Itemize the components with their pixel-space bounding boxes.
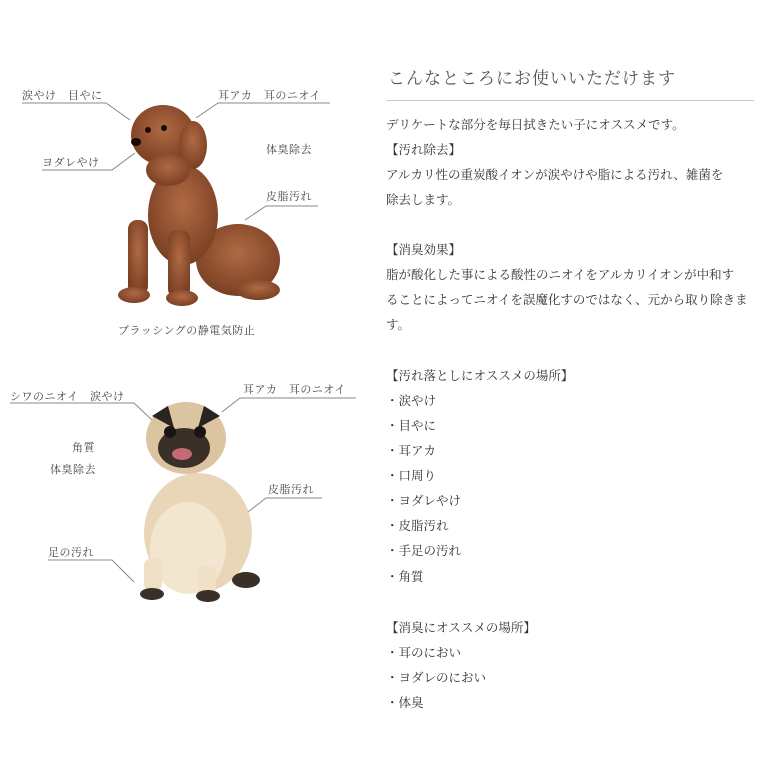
label-body-odor-removal: 体臭除去 [266, 143, 312, 156]
section-deodorize-line-2: ることによってニオイを誤魔化すのではなく、元から取り除きま [386, 292, 748, 307]
leader-line-feet [48, 560, 134, 582]
label-tear-stains-eye-discharge: 涙やけ 目やに [22, 89, 103, 102]
section-dirt-removal-line-2: 除去します。 [386, 192, 461, 207]
section-cleaning-spots-heading: 【汚れ落としにオススメの場所】 [386, 368, 574, 383]
list-item: ・目やに [386, 418, 437, 433]
label-pug-ear-wax-odor: 耳アカ 耳のニオイ [243, 383, 346, 396]
label-sebum-dirt: 皮脂汚れ [266, 190, 312, 203]
list-item: ・角質 [386, 569, 424, 584]
heading-divider [386, 100, 754, 101]
page-heading: こんなところにお使いいただけます [388, 69, 676, 89]
section-dirt-removal-line-1: アルカリ性の重炭酸イオンが涙やけや脂による汚れ、雑菌を [386, 167, 724, 182]
label-ear-wax-odor: 耳アカ 耳のニオイ [218, 89, 321, 102]
poodle-caption: ブラッシングの静電気防止 [118, 324, 256, 337]
list-item: ・皮脂汚れ [386, 518, 449, 533]
list-item: ・口周り [386, 468, 437, 483]
list-item: ・手足の汚れ [386, 543, 462, 558]
list-item: ・耳アカ [386, 443, 436, 458]
list-item: ・ヨダレやけ [386, 493, 462, 508]
label-pug-body-odor-removal: 体臭除去 [50, 463, 96, 476]
list-item: ・ヨダレのにおい [386, 670, 487, 685]
pug-image [128, 398, 268, 602]
label-drool-stains: ヨダレやけ [42, 156, 100, 169]
label-pug-sebum-dirt: 皮脂汚れ [268, 483, 314, 496]
section-dirt-removal-heading: 【汚れ除去】 [386, 142, 462, 157]
poodle-image [108, 100, 288, 310]
list-item: ・涙やけ [386, 393, 437, 408]
intro-text: デリケートな部分を毎日拭きたい子にオススメです。 [386, 117, 685, 132]
section-deodorize-line-1: 脂が酸化した事による酸性のニオイをアルカリイオンが中和す [386, 267, 735, 282]
list-item: ・耳のにおい [386, 645, 462, 660]
label-feet-dirt: 足の汚れ [48, 546, 94, 559]
section-deodorize-heading: 【消臭効果】 [386, 242, 462, 257]
label-keratin: 角質 [72, 441, 95, 454]
list-item: ・体臭 [386, 695, 424, 710]
section-deodorize-spots-heading: 【消臭にオススメの場所】 [386, 620, 536, 635]
section-deodorize-line-3: す。 [386, 317, 411, 332]
label-wrinkle-odor-tear-stains: シワのニオイ 涙やけ [10, 390, 125, 403]
